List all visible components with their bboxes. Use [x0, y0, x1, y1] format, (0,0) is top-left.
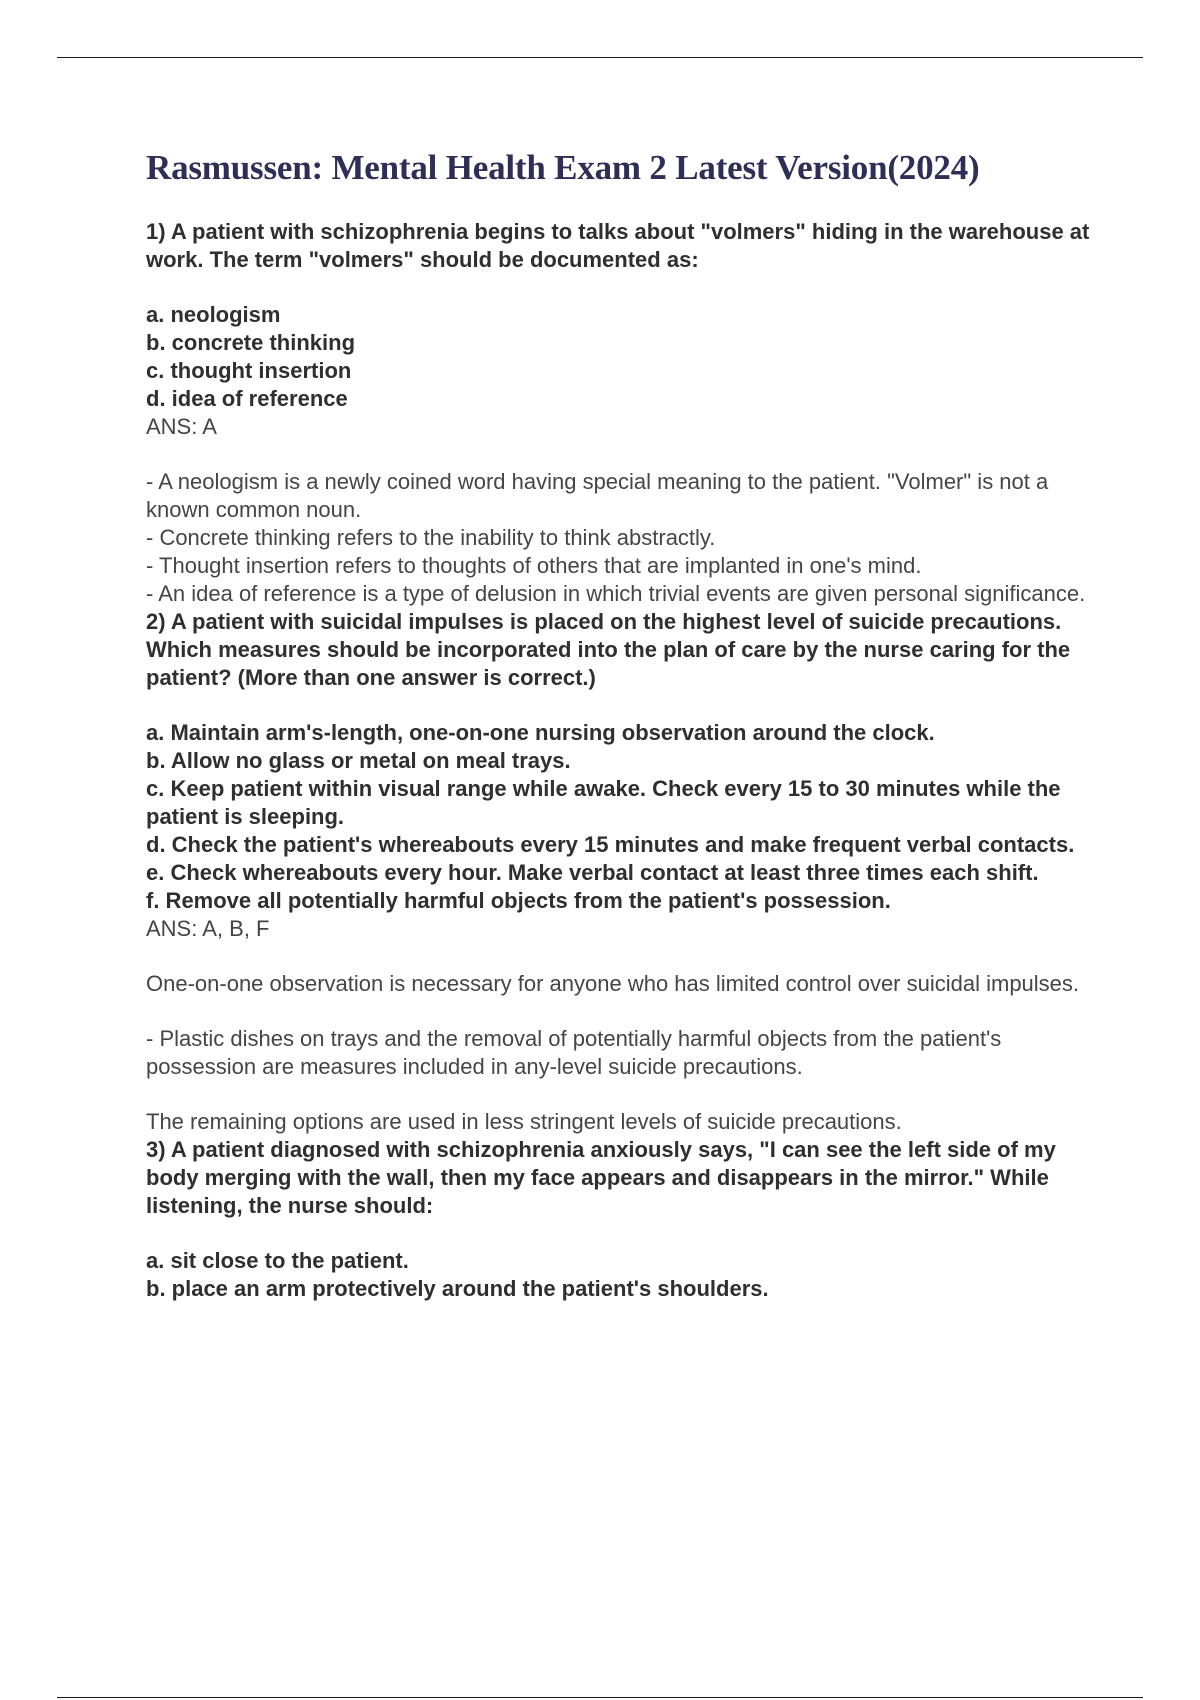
answer-option: a. sit close to the patient.: [146, 1248, 409, 1273]
answer-option: c. thought insertion: [146, 358, 352, 383]
answer-option: e. Check whereabouts every hour. Make verbal contact at least three times each shift.: [146, 860, 1039, 885]
footer-divider: [57, 1697, 1143, 1698]
page-title: Rasmussen: Mental Health Exam 2 Latest Version(2024): [146, 148, 980, 187]
answer-option: d. idea of reference: [146, 386, 348, 411]
answer-option: d. Check the patient's whereabouts every 15 minutes and make frequent verbal contacts.: [146, 832, 1075, 857]
rationale-text: - Thought insertion refers to thoughts of others that are implanted in one's mind.: [146, 553, 922, 578]
answer-option: a. neologism: [146, 302, 281, 327]
answer-option: b. Allow no glass or metal on meal trays.: [146, 748, 571, 773]
rationale-text: - A neologism is a newly coined word having special meaning to the patient. "Volmer" is not a known common noun.: [146, 469, 1049, 522]
answer-option: a. Maintain arm's-length, one-on-one nursing observation around the clock.: [146, 720, 935, 745]
question-stem: 2) A patient with suicidal impulses is placed on the highest level of suicide precautions. Which measures should be incorporated into the plan of care by the nurse caring for the patient? (More than one answer is correct.): [146, 609, 1071, 690]
rationale-text: The remaining options are used in less stringent levels of suicide precautions.: [146, 1109, 902, 1134]
rationale-text: - Plastic dishes on trays and the removal of potentially harmful objects from the patient's possession are measures included in any-level suicide precautions.: [146, 1026, 1002, 1079]
question-2: [146, 608, 1106, 1136]
question-3: [146, 1136, 1106, 1303]
question-1: [146, 218, 1106, 608]
question-stem: 3) A patient diagnosed with schizophrenia anxiously says, "I can see the left side of my body merging with the wall, then my face appears and disappears in the mirror." While listening, the nurse should:: [146, 1137, 1056, 1218]
answer-option: b. concrete thinking: [146, 330, 356, 355]
answer-key: ANS: A, B, F: [146, 916, 270, 941]
rationale-text: - An idea of reference is a type of delusion in which trivial events are given personal significance.: [146, 581, 1086, 606]
header-divider: [57, 57, 1143, 58]
answer-option: c. Keep patient within visual range while awake. Check every 15 to 30 minutes while the patient is sleeping.: [146, 776, 1061, 829]
answer-key: ANS: A: [146, 414, 217, 439]
document-body: [146, 146, 1106, 1303]
question-stem: 1) A patient with schizophrenia begins to talks about "volmers" hiding in the warehouse at work. The term "volmers" should be documented as:: [146, 219, 1090, 272]
answer-option: f. Remove all potentially harmful objects from the patient's possession.: [146, 888, 891, 913]
rationale-text: One-on-one observation is necessary for anyone who has limited control over suicidal impulses.: [146, 971, 1080, 996]
answer-option: b. place an arm protectively around the patient's shoulders.: [146, 1276, 769, 1301]
rationale-text: - Concrete thinking refers to the inability to think abstractly.: [146, 525, 716, 550]
